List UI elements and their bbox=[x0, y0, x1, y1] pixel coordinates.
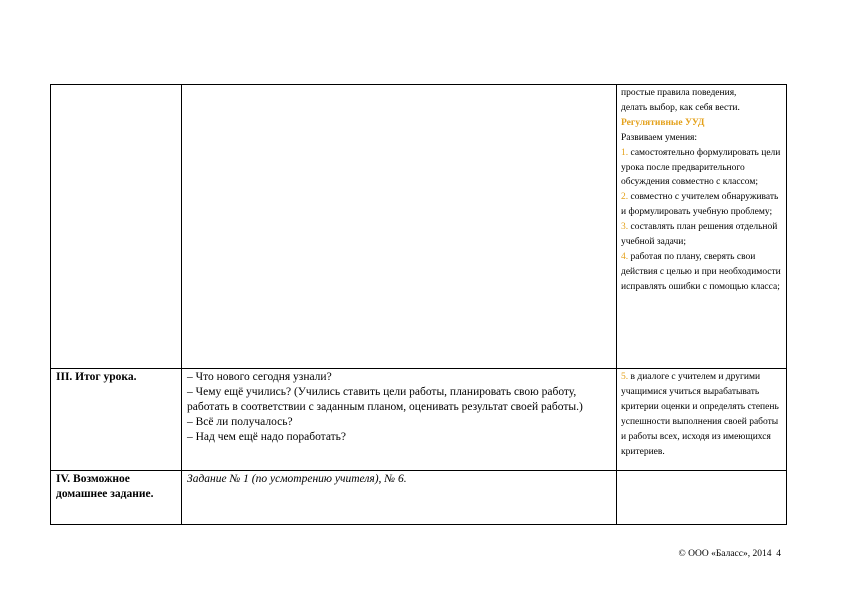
develop-skills-label: Развиваем умения: bbox=[621, 132, 698, 143]
skill-item bbox=[621, 220, 782, 250]
stage-title: III. Итог урока. bbox=[56, 371, 137, 383]
skill-item bbox=[621, 146, 782, 191]
content-cell bbox=[182, 471, 617, 525]
lesson-plan-table bbox=[50, 84, 787, 525]
uud-cell bbox=[617, 471, 787, 525]
copyright-text: © ООО «Баласс», 2014 bbox=[678, 549, 772, 559]
content-cell bbox=[182, 85, 617, 369]
skill-item bbox=[621, 190, 782, 220]
skill-item bbox=[621, 370, 782, 459]
page-footer bbox=[679, 548, 781, 560]
skill-text: составлять план решения отдельной учебной задачи; bbox=[621, 222, 778, 248]
table-row bbox=[51, 85, 787, 369]
skill-number: 5. bbox=[621, 372, 629, 382]
list-item: – Всё ли получалось? bbox=[187, 416, 293, 428]
skill-number: 4. bbox=[621, 251, 629, 262]
skill-text: в диалоге с учителем и другими учащимися учиться вырабатывать критерии оценки и определять степень успешности выполнения своей работы и работы всех, исходя из имеющихся критериев. bbox=[621, 372, 779, 457]
uud-cell bbox=[617, 85, 787, 369]
skill-text: работая по плану, сверять свои действия с целью и при необходимости исправлять ошибки с помощью класса; bbox=[621, 251, 781, 292]
uud-intro-line: делать выбор, как себя вести. bbox=[621, 102, 740, 113]
table-row bbox=[51, 369, 787, 471]
regulative-uud-heading: Регулятивные УУД bbox=[621, 117, 705, 128]
list-item: – Что нового сегодня узнали? bbox=[187, 371, 332, 383]
content-cell bbox=[182, 369, 617, 471]
skill-number: 1. bbox=[621, 147, 629, 158]
table-row bbox=[51, 471, 787, 525]
uud-cell bbox=[617, 369, 787, 471]
uud-intro-line: простые правила поведения, bbox=[621, 88, 737, 98]
skill-item bbox=[621, 250, 782, 295]
skill-number: 2. bbox=[621, 192, 629, 203]
stage-title: IV. Возможное домашнее задание. bbox=[56, 473, 154, 500]
stage-cell bbox=[51, 369, 182, 471]
skill-text: совместно с учителем обнаруживать и формулировать учебную проблему; bbox=[621, 192, 779, 218]
page-number: 4 bbox=[776, 549, 781, 559]
homework-task: Задание № 1 (по усмотрению учителя), № 6. bbox=[187, 473, 407, 485]
skill-text: самостоятельно формулировать цели урока после предварительного обсуждения совместно с классом; bbox=[621, 147, 781, 188]
list-item: – Чему ещё учились? (Учились ставить цели работы, планировать свою работу, работать в соответствии с заданным планом, оценивать результат своей работы.) bbox=[187, 386, 583, 413]
stage-cell bbox=[51, 85, 182, 369]
list-item: – Над чем ещё надо поработать? bbox=[187, 431, 347, 443]
summary-questions bbox=[187, 370, 611, 445]
stage-cell bbox=[51, 471, 182, 525]
skill-number: 3. bbox=[621, 222, 629, 233]
